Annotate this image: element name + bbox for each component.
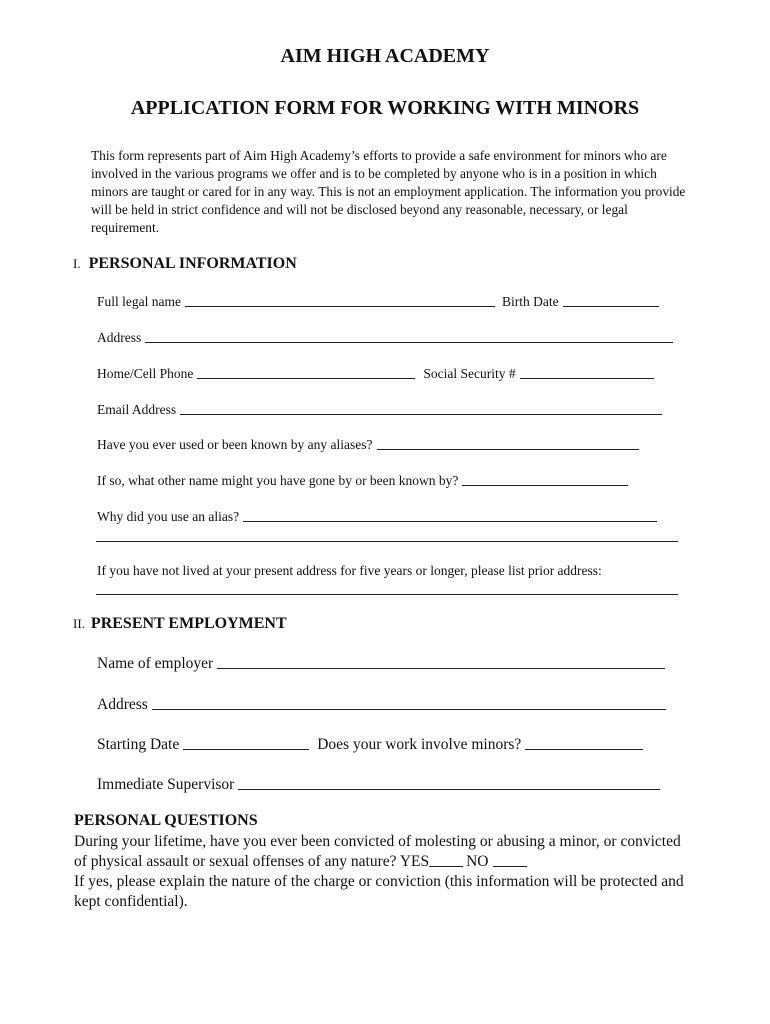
why-alias-extra-line[interactable] [96,541,678,542]
start-date-label: Starting Date [97,736,180,753]
aliases-field[interactable] [377,448,639,450]
start-date-field[interactable] [183,748,309,750]
employment-address-field[interactable] [152,708,666,710]
minors-field[interactable] [525,748,643,750]
intro-paragraph: This form represents part of Aim High Academy’s efforts to provide a safe environment for minors who are involved in the various programs we offer and is to be completed by anyone who is in a position in which minors are taught or cared for in any way. This is not an employment application. The information you provide will be held in strict confidence and will not be disclosed beyond any reasonable, necessary, or legal requirement. [91,148,686,235]
why-alias-label: Why did you use an alias? [97,509,240,524]
prior-address-field[interactable] [96,594,678,595]
no-label: NO [466,853,489,870]
section-employment-heading [73,615,287,633]
phone-field[interactable] [197,377,415,379]
prior-address-row [97,563,602,579]
ssn-label: Social Security # [423,366,516,381]
full-name-label: Full legal name [97,294,181,309]
why-alias-field[interactable] [243,520,657,522]
full-name-row [97,294,663,310]
supervisor-label: Immediate Supervisor [97,776,235,793]
aliases-label: Have you ever used or been known by any aliases? [97,437,373,452]
section-title: PERSONAL INFORMATION [88,255,297,272]
birth-date-label: Birth Date [501,294,559,309]
no-field[interactable] [493,865,527,867]
questions-heading: PERSONAL QUESTIONS [74,812,258,829]
question-explain: If yes, please explain the nature of the charge or conviction (this information will be protected and kept confidential). [74,873,684,910]
other-name-field[interactable] [462,484,628,486]
employment-address-label: Address [97,696,148,713]
start-date-row [97,736,647,754]
supervisor-field[interactable] [238,788,660,790]
section-title: PRESENT EMPLOYMENT [90,615,287,632]
phone-label: Home/Cell Phone [97,366,194,381]
question-conviction-text: During your lifetime, have you ever been convicted of molesting or abusing a minor, or convicted of physical assault or sexual offenses of any nature? YES [74,833,681,870]
form-title: APPLICATION FORM FOR WORKING WITH MINORS [130,97,640,119]
minors-label: Does your work involve minors? [317,736,522,753]
employer-field[interactable] [217,667,665,669]
address-label: Address [97,330,142,345]
address-field[interactable] [145,341,673,343]
section-number: I. [73,256,81,271]
phone-row [97,366,658,382]
yes-field[interactable] [429,865,463,867]
employer-row [97,655,669,673]
org-title: AIM HIGH ACADEMY [280,45,490,67]
email-field[interactable] [180,413,662,415]
ssn-field[interactable] [520,377,654,379]
section-number: II. [73,616,85,631]
email-row [97,402,666,418]
why-alias-row [97,509,661,525]
full-name-field[interactable] [185,305,495,307]
aliases-row [97,437,643,453]
birth-date-field[interactable] [563,305,659,307]
email-label: Email Address [97,402,177,417]
employment-address-row [97,696,670,714]
other-name-label: If so, what other name might you have gone by or been known by? [97,473,459,488]
section-personal-heading [73,255,297,273]
question-conviction [74,832,694,872]
supervisor-row [97,776,664,794]
address-row [97,330,677,346]
prior-address-label: If you have not lived at your present address for five years or longer, please list prior address: [97,563,602,578]
employer-label: Name of employer [97,655,214,672]
other-name-row [97,473,632,489]
